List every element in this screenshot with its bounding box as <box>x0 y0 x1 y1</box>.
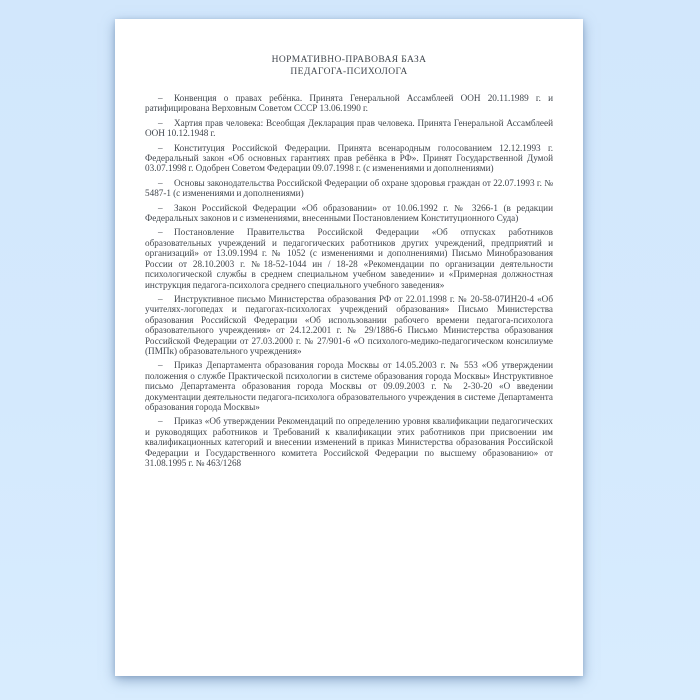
list-item-text: Инструктивное письмо Министерства образования РФ от 22.01.1998 г. № 20-58-07ИН20-4 «Об учителях-логопедах и педагогах-психологах учреждений образования» Письмо Министерства образования Российской Федерации «Об использовании рабочего времени педагога-психолога образовательного учреждения» от 24.12.2001 г. № 29/1886-6 Письмо Министерства образования Российской Федерации от 27.03.2000 г. № 27/901-6 «О психолого-медико-педагогическом консилиуме (ПМПк) образовательного учреждения» <box>145 293 553 356</box>
list-item-text: Основы законодательства Российской Федерации об охране здоровья граждан от 22.07.1993 г. № 5487-1 (с изменениями и дополнениями) <box>145 177 553 199</box>
list-item <box>145 416 553 468</box>
document-title-line2: ПЕДАГОГА-ПСИХОЛОГА <box>290 66 408 77</box>
list-item <box>145 178 553 199</box>
list-item <box>145 227 553 289</box>
list-item-marker: – <box>158 177 163 188</box>
document-body <box>145 93 553 468</box>
list-item-text: Конституция Российской Федерации. Принята всенародным голосованием 12.12.1993 г. Федеральный закон «Об основных гарантиях прав ребёнка в РФ». Принят Государственной Думой 03.07.1998 г. Одобрен Советом Федерации 09.07.1998 г. (с изменениями и дополнениями) <box>145 142 553 174</box>
list-item <box>145 143 553 174</box>
list-item-text: Приказ Департамента образования города Москвы от 14.05.2003 г. № 553 «Об утверждении положения о службе Практической психологии в системе образования города Москвы» Инструктивное письмо Департамента образования города Москвы от 09.09.2003 г. № 2-30-20 «О введении документации деятельности педагога-психолога образовательного учреждения в системе Департамента образования города Москвы» <box>145 360 553 412</box>
list-item-marker: – <box>158 93 163 103</box>
list-item-marker: – <box>158 293 163 304</box>
document-title <box>145 55 553 78</box>
list-item <box>145 360 553 412</box>
list-item <box>145 294 553 356</box>
list-item-text: Закон Российской Федерации «Об образовании» от 10.06.1992 г. № 3266-1 (в редакции Федеральных законов и с изменениями, внесенными Постановлением Конституционного Суда) <box>145 202 553 224</box>
list-item <box>145 118 553 139</box>
list-item-marker: – <box>158 142 163 153</box>
document-page <box>115 19 583 676</box>
list-item-text: Приказ «Об утверждении Рекомендаций по определению уровня квалификации педагогических и руководящих работников и Требований к квалификации этих работников при присвоении им квалификационных категорий и внесении изменений в приказ Министерства образования Российской Федерации и Государственного комитета Российской Федерации по высшему образованию» от 31.08.1995 г. № 463/1268 <box>145 416 553 468</box>
list-item-text: Конвенция о правах ребёнка. Принята Генеральной Ассамблеей ООН 20.11.1989 г. и ратифицирована Верховным Советом СССР 13.06.1990 г. <box>145 93 553 114</box>
list-item-marker: – <box>158 360 163 371</box>
list-item <box>145 93 553 114</box>
list-item-marker: – <box>158 117 163 128</box>
list-item-text: Постановление Правительства Российской Федерации «Об отпусках работников образовательных учреждений и педагогических работников других учреждений, предприятий и организаций» от 13.09.1994 г. № 1052 (с изменениями и дополнениями) Письмо Минобразования России от 28.10.2003 г. №18-52-1044 ин / 18-28 «Рекомендации по организации деятельности психологической службы в среднем специальном учебном заведении» и «Примерная должностная инструкция педагога-психолога среднего специального учебного заведения» <box>145 227 553 290</box>
list-item-marker: – <box>158 227 163 238</box>
list-item-marker: – <box>158 202 163 213</box>
list-item-text: Хартия прав человека: Всеобщая Декларация прав человека. Принята Генеральной Ассамблеей ООН 10.12.1948 г. <box>145 117 553 139</box>
list-item <box>145 203 553 224</box>
list-item-marker: – <box>158 416 163 427</box>
document-title-line1: НОРМАТИВНО-ПРАВОВАЯ БАЗА <box>271 55 427 65</box>
